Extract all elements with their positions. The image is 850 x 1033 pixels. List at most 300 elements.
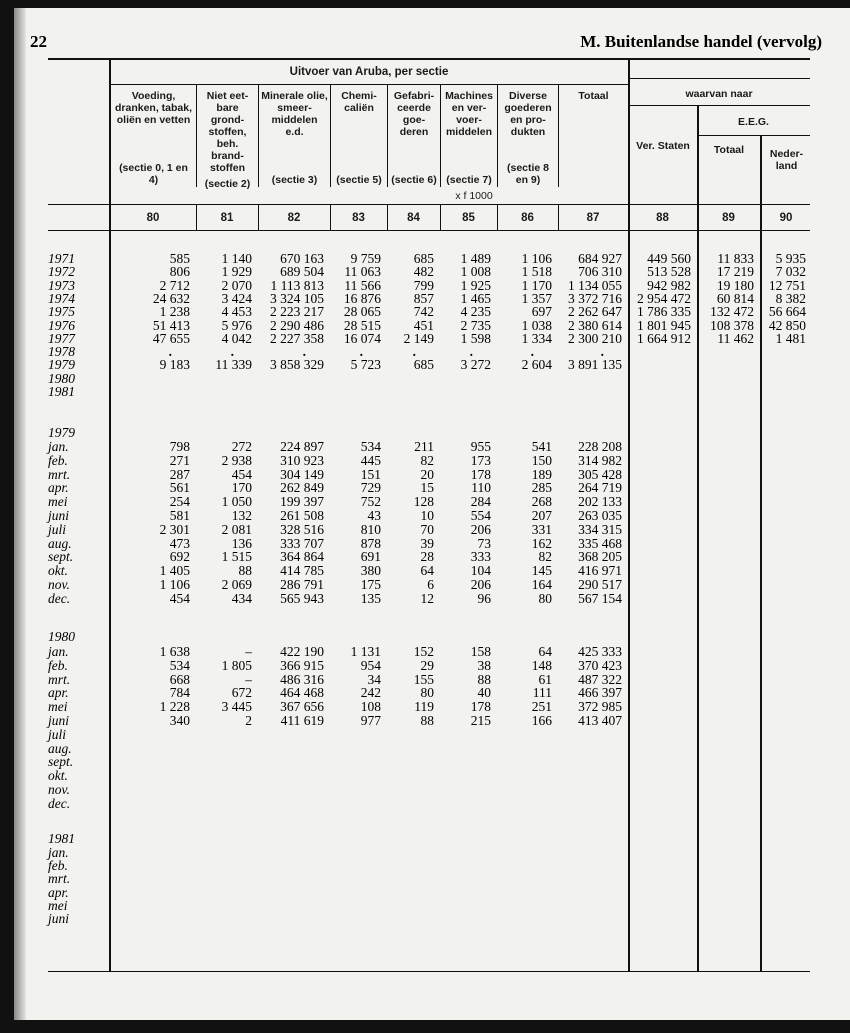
table-cell [387,385,440,399]
table-cell [760,564,812,578]
waarvan-naar-label: waarvan naar [685,88,753,100]
table-cell [628,550,697,564]
table-cell: 43 [367,508,381,523]
table-cell [760,358,812,372]
table-cell: . [469,344,473,360]
column-sectie: (sectie 5) [336,174,382,186]
table-cell [628,523,697,537]
table-cell [697,742,760,756]
column-header: Ver. Staten [636,140,690,152]
table-cell: 10 [420,508,434,523]
table-cell: 1 131 [350,644,381,659]
table-cell: 4 453 [221,304,252,320]
column-code: 80 [146,212,160,224]
table-cell: 2 081 [221,521,252,537]
table-cell: 4 235 [460,304,491,320]
table-cell [760,714,812,728]
row-label: mei [48,897,68,913]
table-cell [760,385,812,399]
table-cell: 333 [470,549,491,565]
table-cell [497,755,558,769]
table-cell [497,372,558,386]
table-cell: 1 929 [221,264,252,280]
table-cell [196,372,258,386]
table-cell [196,728,258,742]
table-cell [110,742,196,756]
table-row [48,523,812,537]
table-cell: 1 805 [221,657,252,673]
table-cell: 310 923 [280,452,324,468]
row-label: 1972 [48,264,75,280]
table-cell: 56 664 [768,304,806,320]
table-cell [110,872,196,886]
table-cell [497,886,558,900]
table-cell [440,859,497,873]
table-cell: 1 334 [521,330,552,346]
table-cell [760,700,812,714]
table-cell: 486 316 [280,671,324,687]
table-cell [697,673,760,687]
table-cell: . [168,344,172,360]
column-code: 86 [521,212,534,224]
document-page [14,8,850,1020]
row-label: 1975 [48,304,75,320]
column-header-box [112,90,195,186]
table-cell [387,755,440,769]
row-label: jan. [48,845,69,860]
table-cell: 2 070 [221,277,252,293]
table-cell: 1 140 [221,251,252,266]
row-label: juni [48,911,70,926]
table-cell: 70 [420,521,434,537]
row-label: jan. [48,439,69,454]
table-cell [628,783,697,797]
table-cell [697,440,760,454]
table-cell [697,372,760,386]
column-header-box [260,90,329,186]
column-sectie: (sectie 7) [446,174,492,186]
table-cell [697,899,760,913]
table-cell: 454 [231,466,252,482]
table-cell [697,686,760,700]
table-cell: 2 380 614 [568,317,622,333]
table-cell: 1 405 [159,563,190,579]
table-cell: . [302,344,306,360]
table-cell: 5 976 [221,317,252,333]
column-header: Chemi-caliën [341,90,377,114]
table-cell [760,783,812,797]
table-cell: 1 134 055 [568,277,622,293]
table-cell [258,755,330,769]
table-cell: 1 664 912 [637,330,691,346]
table-cell: 411 619 [280,713,324,728]
table-cell: 784 [169,685,190,701]
row-label: 1980 [48,370,75,386]
table-cell: 955 [470,439,491,454]
table-cell: 742 [413,304,434,320]
table-row [48,859,812,873]
table-cell: 3 424 [221,290,252,306]
table-cell: 416 971 [578,563,622,579]
table-cell: 3 324 105 [270,290,324,306]
group-title: Uitvoer van Aruba, per sectie [289,66,449,78]
column-sectie: (sectie 8 en 9) [506,162,550,186]
table-cell: 685 [413,251,434,266]
table-cell [258,872,330,886]
table-cell [110,755,196,769]
table-cell: 34 [367,671,381,687]
table-cell [387,846,440,860]
table-cell [440,797,497,811]
table-cell [628,645,697,659]
table-cell [440,783,497,797]
table-cell: 2 149 [403,330,434,346]
column-rule [258,85,259,187]
table-cell [697,523,760,537]
table-cell: 692 [169,549,190,565]
table-cell: 340 [169,713,190,728]
table-cell: 16 876 [343,290,381,306]
table-cell [558,783,628,797]
table-cell: 534 [360,439,381,454]
table-cell [440,755,497,769]
table-cell: 752 [360,494,381,510]
table-row [48,912,812,926]
table-row [48,645,812,659]
table-cell [760,592,812,606]
table-cell [760,742,812,756]
table-cell [760,345,812,359]
table-cell: 39 [420,535,434,551]
table-cell: 857 [413,290,434,306]
table-cell [258,742,330,756]
table-row [48,537,812,551]
table-cell: 228 208 [578,439,622,454]
column-sectie: (sectie 0, 1 en 4) [119,162,188,186]
table-cell [110,859,196,873]
table-cell: 80 [538,590,552,606]
table-cell: 9 183 [159,357,190,373]
table-cell [110,912,196,926]
table-cell: 145 [531,563,552,579]
table-cell: 1 515 [221,549,252,565]
row-label: juni [48,508,70,523]
row-label: mei [48,494,68,510]
table-cell: 1 638 [159,644,190,659]
row-label: aug. [48,535,72,551]
table-cell: 2 223 217 [270,304,324,320]
table-cell: 104 [470,563,491,579]
table-cell: 3 372 716 [568,290,622,306]
table-cell: 287 [169,466,190,482]
table-cell: 1 106 [521,251,552,266]
table-cell [497,912,558,926]
table-cell: 1 357 [521,290,552,306]
table-cell: 691 [360,549,381,565]
table-cell: 565 943 [280,590,324,606]
table-cell [697,859,760,873]
table-cell [558,846,628,860]
table-cell [760,578,812,592]
table-cell: 17 219 [716,264,754,280]
table-cell: 151 [360,466,381,482]
table-cell: 534 [169,657,190,673]
table-cell [628,769,697,783]
table-cell [258,797,330,811]
table-cell: 670 163 [280,251,324,266]
table-cell [760,797,812,811]
table-cell: 88 [420,713,434,728]
rule [697,135,810,136]
table-cell [697,495,760,509]
row-label: sept. [48,754,74,770]
table-cell [760,372,812,386]
table-cell [387,742,440,756]
table-cell: 942 982 [647,277,691,293]
table-cell [628,872,697,886]
table-cell: 42 850 [768,317,806,333]
table-cell: 290 517 [578,577,622,592]
table-cell [760,769,812,783]
table-cell: 9 759 [350,251,381,266]
table-cell [440,728,497,742]
rule [48,230,810,231]
table-cell [697,578,760,592]
table-cell: 561 [169,480,190,496]
table-cell: 6 [427,577,434,592]
table-cell: 12 751 [768,277,806,293]
table-cell [387,372,440,386]
table-row [48,481,812,495]
column-header-box [198,90,257,190]
row-label: 1979 [48,357,75,373]
table-cell [330,769,387,783]
table-cell [558,859,628,873]
table-cell [258,912,330,926]
table-cell [558,899,628,913]
table-cell [196,742,258,756]
table-cell: 11 063 [344,264,381,280]
rule [628,105,810,106]
table-cell: 135 [360,590,381,606]
table-cell: 164 [531,577,552,592]
table-cell: 422 190 [280,644,324,659]
rule [628,78,810,79]
table-cell: 5 723 [350,357,381,373]
table-cell: 729 [360,480,381,496]
table-cell [760,550,812,564]
table-cell [440,899,497,913]
table-cell: 372 985 [578,699,622,715]
table-cell: 88 [477,671,491,687]
table-cell: 148 [531,657,552,673]
table-cell [628,686,697,700]
table-cell: 61 [538,671,552,687]
table-cell [258,886,330,900]
table-row [48,385,812,399]
table-cell [196,769,258,783]
column-header: Totaal [578,90,609,102]
table-cell: 132 472 [710,304,754,320]
table-cell [760,468,812,482]
row-label: sept. [48,549,74,565]
table-cell [628,592,697,606]
table-cell [196,872,258,886]
table-cell [387,797,440,811]
table-cell [697,537,760,551]
table-cell [628,797,697,811]
table-cell [497,728,558,742]
table-cell [330,385,387,399]
table-cell [258,846,330,860]
table-cell: 38 [477,657,491,673]
column-sectie: (sectie 2) [204,178,251,190]
table-cell: 445 [360,452,381,468]
column-header: Minerale olie, smeer-middelen e.d. [261,90,328,138]
table-cell [497,846,558,860]
table-cell: 12 [420,590,434,606]
table-row [48,550,812,564]
table-cell [330,728,387,742]
column-header: Neder-land [769,148,804,172]
table-cell: 425 333 [578,644,622,659]
row-label: mrt. [48,871,71,887]
table-row [48,886,812,900]
column-rule [558,85,559,187]
table-cell [697,358,760,372]
column-header-box [389,90,439,186]
table-cell [760,454,812,468]
table-cell [760,495,812,509]
table-row [48,673,812,687]
table-cell: 263 035 [578,508,622,523]
table-cell: 487 322 [578,671,622,687]
table-cell: 5 935 [775,251,806,266]
row-label: juli [48,726,67,742]
table-cell: 434 [231,590,252,606]
table-row [48,769,812,783]
table-cell: 158 [470,644,491,659]
table-cell: 541 [531,439,552,454]
table-row [48,509,812,523]
table-cell: 333 707 [280,535,324,551]
table-row [48,872,812,886]
table-top-rule [48,58,810,60]
table-cell: 82 [420,452,434,468]
table-cell: 11 833 [717,251,754,266]
table-cell [440,385,497,399]
table-row [48,305,812,319]
table-cell [497,899,558,913]
table-cell [558,872,628,886]
table-cell [628,495,697,509]
row-label: juni [48,713,70,728]
table-cell [760,686,812,700]
table-cell [110,728,196,742]
table-cell: 798 [169,439,190,454]
table-cell [330,899,387,913]
table-cell: 268 [531,494,552,510]
page-number: 22 [30,32,47,51]
row-label: okt. [48,768,68,784]
table-cell [628,564,697,578]
column-header: Machines en ver-voer-middelen [445,90,493,138]
table-cell: 1 038 [521,317,552,333]
table-cell: 64 [420,563,434,579]
table-cell [110,846,196,860]
table-cell [558,372,628,386]
block-year-title: 1981 [48,831,75,846]
row-label: 1973 [48,277,75,293]
table-cell: 799 [413,277,434,293]
row-label: 1981 [48,384,75,399]
page-title: M. Buitenlandse handel (vervolg) [580,32,822,51]
table-row [48,468,812,482]
column-header-box [442,90,496,186]
row-label: dec. [48,795,71,811]
table-cell: 178 [470,699,491,715]
table-cell: 261 508 [280,508,324,523]
table-cell: 335 468 [578,535,622,551]
table-cell [760,659,812,673]
table-cell [628,742,697,756]
table-cell [628,859,697,873]
table-cell [697,509,760,523]
table-cell [697,481,760,495]
table-cell [697,345,760,359]
table-cell: 1 008 [460,264,491,280]
table-cell: 685 [413,357,434,373]
table-cell: 473 [169,535,190,551]
table-cell: 16 074 [343,330,381,346]
row-label: 1978 [48,344,75,360]
table-cell [387,859,440,873]
block-year-title: 1979 [48,425,75,440]
column-header: Totaal [713,144,745,156]
table-cell [760,509,812,523]
table-cell: 60 814 [716,290,754,306]
table-cell: 110 [471,480,491,496]
table-cell: 464 468 [280,685,324,701]
table-cell: 28 065 [343,304,381,320]
table-cell: 706 310 [578,264,622,280]
row-label: 1976 [48,317,75,333]
table-cell [440,769,497,783]
table-cell: 449 560 [647,251,691,266]
table-cell [258,385,330,399]
table-row [48,440,812,454]
table-cell [330,742,387,756]
table-cell: 977 [360,713,381,728]
table-row [48,797,812,811]
table-cell [697,797,760,811]
table-cell: 513 528 [647,264,691,280]
table-cell: 1 801 945 [637,317,691,333]
table-cell: 689 504 [280,264,324,280]
table-cell [760,440,812,454]
table-cell: 262 849 [280,480,324,496]
table-cell [628,440,697,454]
table-cell: 3 445 [221,699,252,715]
table-cell: 2 301 [159,521,190,537]
table-cell: 368 205 [578,549,622,565]
table-cell: 2 069 [221,577,252,592]
table-cell: 166 [531,713,552,728]
table-cell: . [530,344,534,360]
table-cell: 47 655 [152,330,190,346]
table-cell [387,728,440,742]
table-cell: 73 [477,535,491,551]
